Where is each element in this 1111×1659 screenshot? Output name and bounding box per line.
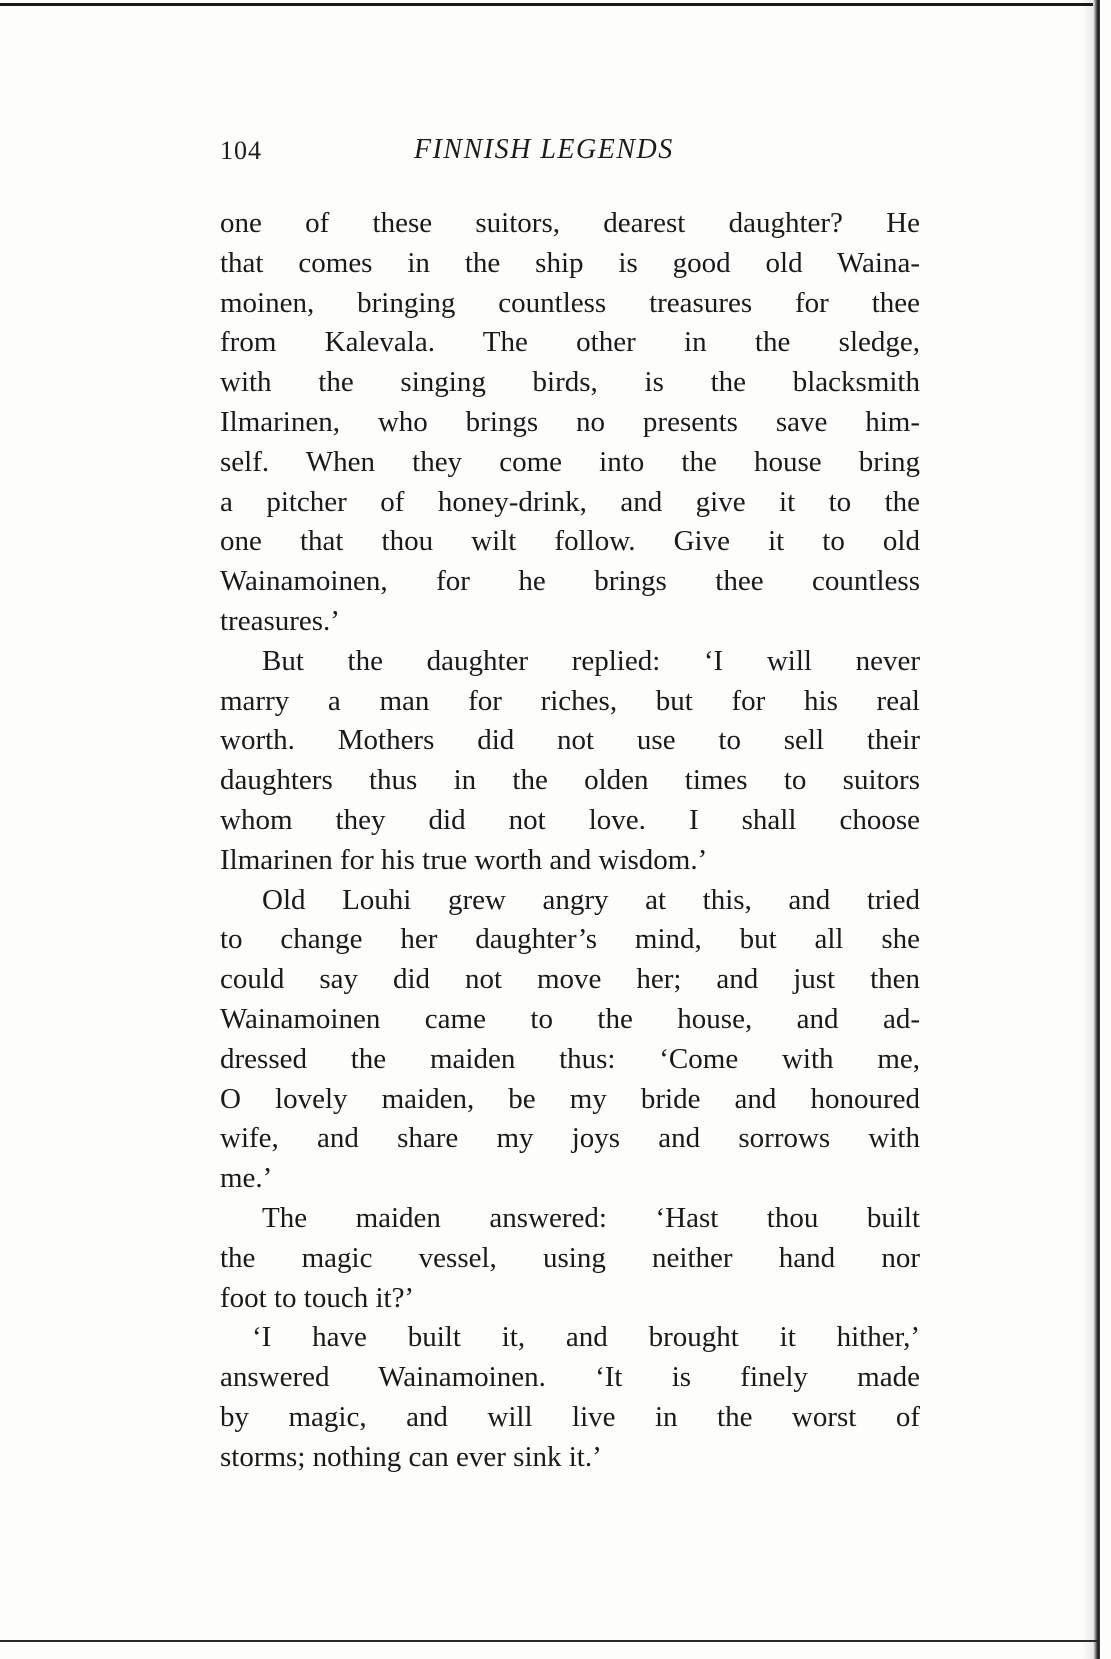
text-line: with the singing birds, is the blacksmith: [220, 366, 920, 399]
text-line: me.’: [220, 1162, 273, 1195]
page-edge-binding: [1093, 0, 1100, 1659]
text-line: a pitcher of honey-drink, and give it to the: [220, 485, 920, 518]
text-line: one of these suitors, dearest daughter? He: [220, 207, 920, 239]
text-line: Wainamoinen came to the house, and ad-: [220, 1002, 920, 1035]
text-line: storms; nothing can ever sink it.’: [220, 1440, 602, 1473]
text-line: to change her daughter’s mind, but all she: [220, 923, 920, 956]
text-line: by magic, and will live in the worst of: [220, 1400, 920, 1433]
text-line: wife, and share my joys and sorrows with: [220, 1122, 920, 1155]
text-line: foot to touch it?’: [220, 1281, 415, 1314]
top-border: [0, 3, 1100, 6]
text-line: But the daughter replied: ‘I will never: [262, 644, 920, 677]
text-line: one that thou wilt follow. Give it to old: [220, 525, 920, 558]
text-line: worth. Mothers did not use to sell their: [220, 724, 920, 757]
body-text: [220, 204, 920, 1478]
text-line: ‘I have built it, and brought it hither,’: [252, 1321, 920, 1354]
text-line: from Kalevala. The other in the sledge,: [220, 326, 920, 359]
bottom-border: [0, 1640, 1100, 1642]
text-line: Ilmarinen for his true worth and wisdom.’: [220, 843, 708, 876]
text-line: whom they did not love. I shall choose: [220, 803, 920, 836]
page-header: [220, 134, 780, 174]
text-line: could say did not move her; and just then: [220, 963, 920, 996]
text-line: daughters thus in the olden times to suitors: [220, 764, 920, 797]
text-line: the magic vessel, using neither hand nor: [220, 1241, 920, 1274]
text-line: dressed the maiden thus: ‘Come with me,: [220, 1042, 920, 1075]
text-line: O lovely maiden, be my bride and honoured: [220, 1082, 920, 1115]
text-line: marry a man for riches, but for his real: [220, 684, 920, 717]
text-line: Old Louhi grew angry at this, and tried: [262, 883, 920, 916]
text-line: Wainamoinen, for he brings thee countless: [220, 565, 920, 598]
text-line: The maiden answered: ‘Hast thou built: [262, 1201, 920, 1234]
text-line: self. When they come into the house bring: [220, 445, 920, 478]
text-line: moinen, bringing countless treasures for thee: [220, 286, 920, 319]
text-line: treasures.’: [220, 604, 340, 637]
text-line: answered Wainamoinen. ‘It is finely made: [220, 1361, 920, 1394]
text-line: that comes in the ship is good old Waina-: [220, 246, 920, 279]
running-head: FINNISH LEGENDS: [414, 134, 674, 165]
text-line: Ilmarinen, who brings no presents save him-: [220, 405, 920, 438]
page-number: 104: [220, 136, 262, 165]
